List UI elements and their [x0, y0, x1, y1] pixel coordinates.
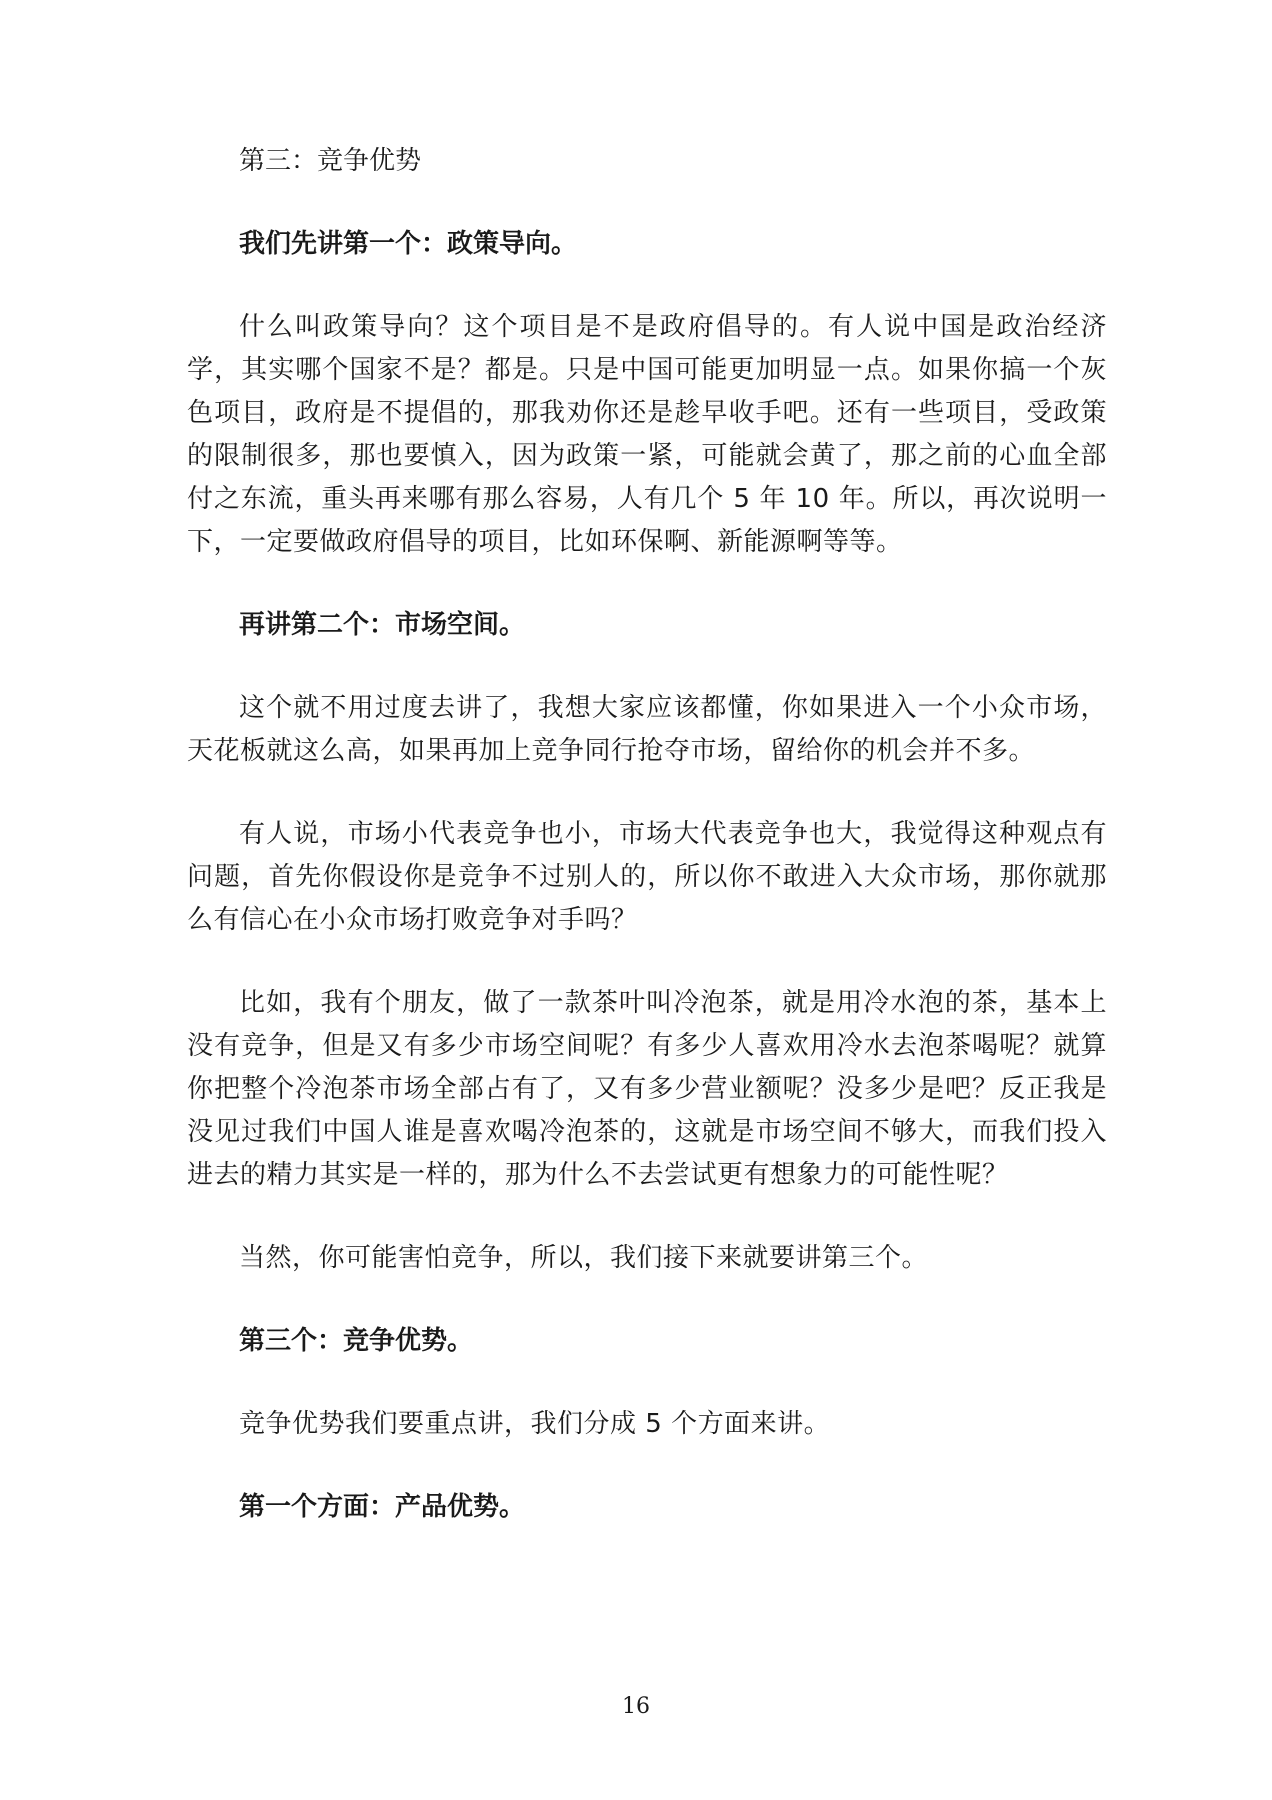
paragraph-cold-brew-tea-example: 比如，我有个朋友，做了一款茶叶叫冷泡茶，就是用冷水泡的茶，基本上没有竞争，但是又有多少市场空间呢？有多少人喜欢用冷水去泡茶喝呢？就算你把整个冷泡茶市场全部占有了，又有多少营业额呢？没多少是吧？反正我是没见过我们中国人谁是喜欢喝冷泡茶的，这就是市场空间不够大，而我们投入进去的精力其实是一样的，那为什么不去尝试更有想象力的可能性呢？ — [187, 988, 1107, 1190]
paragraph-market-opinion: 有人说，市场小代表竞争也小，市场大代表竞争也大，我觉得这种观点有问题，首先你假设你是竞争不过别人的，所以你不敢进入大众市场，那你就那么有信心在小众市场打败竞争对手吗？ — [187, 819, 1107, 935]
section-title: 第三：竞争优势 — [239, 146, 422, 176]
heading-policy-orientation: 我们先讲第一个：政策导向。 — [239, 229, 578, 259]
page-number: 16 — [622, 1694, 650, 1719]
paragraph-market-intro: 这个就不用过度去讲了，我想大家应该都懂，你如果进入一个小众市场，天花板就这么高，如果再加上竞争同行抢夺市场，留给你的机会并不多。 — [187, 693, 1107, 766]
paragraph-five-aspects: 竞争优势我们要重点讲，我们分成 5 个方面来讲。 — [239, 1409, 831, 1439]
heading-market-space: 再讲第二个：市场空间。 — [239, 610, 526, 640]
heading-product-advantage: 第一个方面：产品优势。 — [239, 1492, 526, 1522]
paragraph-transition: 当然，你可能害怕竞争，所以，我们接下来就要讲第三个。 — [239, 1243, 929, 1273]
page-content — [187, 140, 1107, 1569]
heading-competitive-advantage: 第三个：竞争优势。 — [239, 1326, 474, 1356]
paragraph-policy: 什么叫政策导向？这个项目是不是政府倡导的。有人说中国是政治经济学，其实哪个国家不是？都是。只是中国可能更加明显一点。如果你搞一个灰色项目，政府是不提倡的，那我劝你还是趁早收手吧。还有一些项目，受政策的限制很多，那也要慎入，因为政策一紧，可能就会黄了，那之前的心血全部付之东流，重头再来哪有那么容易，人有几个 5 年 10 年。所以，再次说明一下，一定要做政府倡导的项目，比如环保啊、新能源啊等等。 — [187, 312, 1107, 557]
